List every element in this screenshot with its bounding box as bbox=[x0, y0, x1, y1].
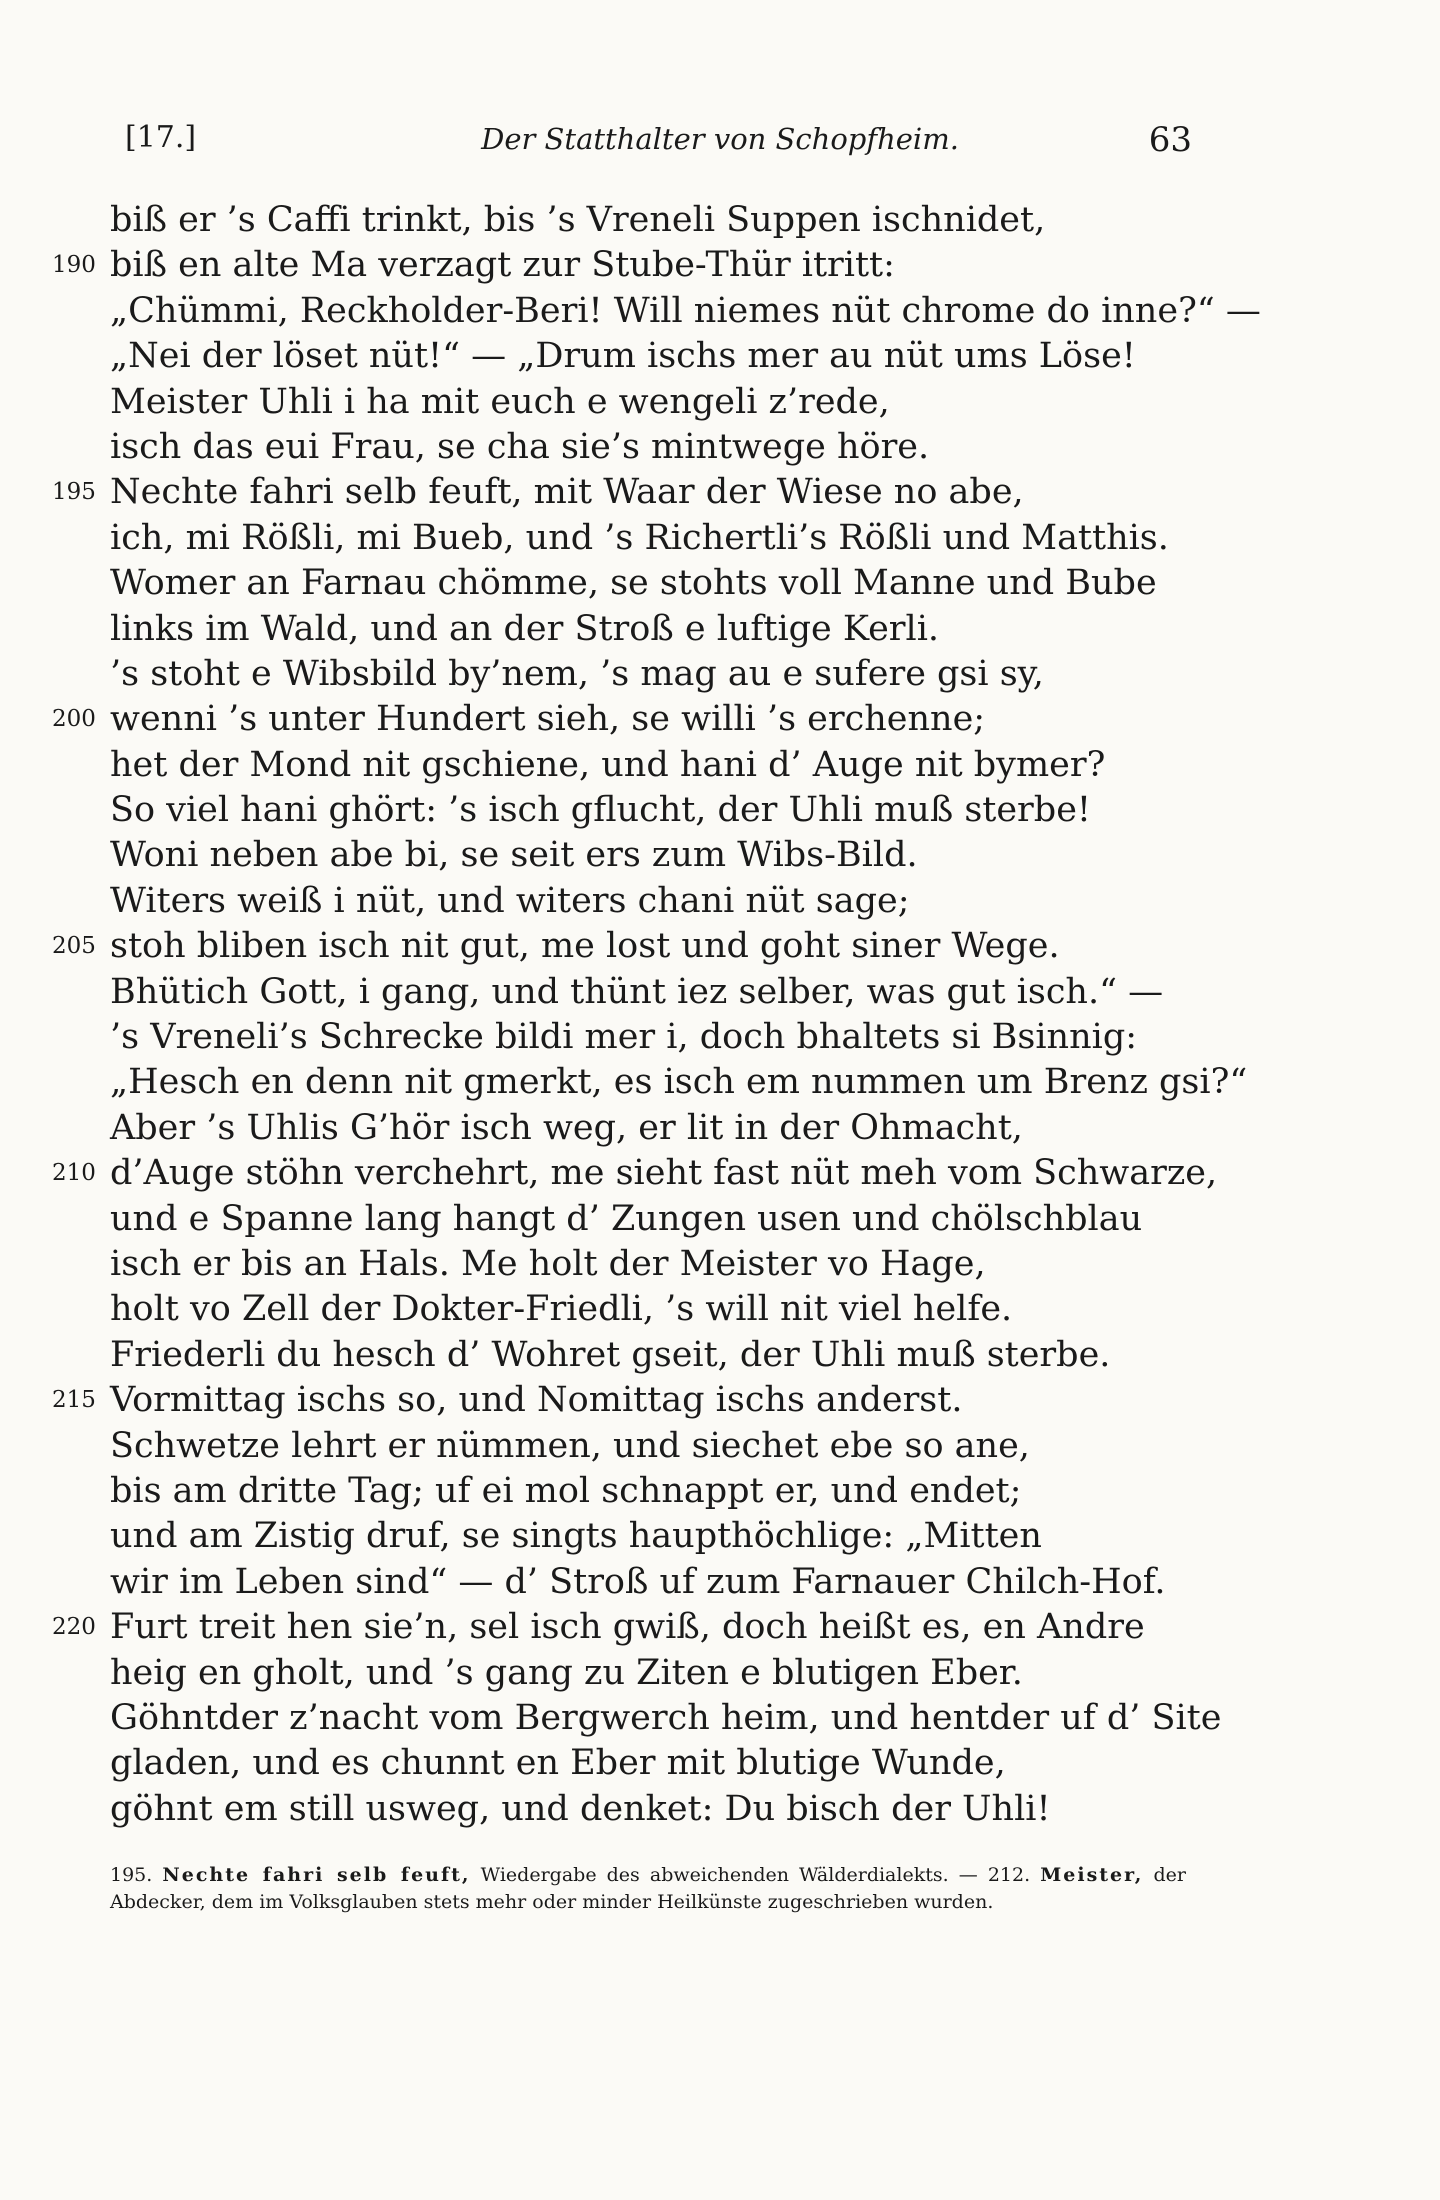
verse-text: biß er ’s Caffi trinkt, bis ’s Vreneli Suppen ischnidet, bbox=[110, 200, 1046, 240]
verse-text: und am Zistig druf, se singts haupthöchlige: „Mitten bbox=[110, 1516, 1042, 1557]
verse-text: Womer an Farnau chömme, se stohts voll Manne und Bube bbox=[110, 563, 1157, 604]
line-number: 215 bbox=[52, 1387, 96, 1414]
verse-text: stoh bliben isch nit gut, me lost und goht siner Wege. bbox=[110, 926, 1060, 967]
verse-text: und e Spanne lang hangt d’ Zungen usen und chölschblau bbox=[110, 1198, 1143, 1239]
verse-line bbox=[0, 1424, 1440, 1469]
verse-line bbox=[0, 1514, 1440, 1559]
verse-text: Woni neben abe bi, se seit ers zum Wibs-Bild. bbox=[110, 835, 918, 876]
verse-line bbox=[0, 1469, 1440, 1514]
verse-text: isch das eui Frau, se cha sie’s mintwege höre. bbox=[110, 426, 930, 467]
line-number: 195 bbox=[52, 479, 96, 506]
verse-text: heig en gholt, und ’s gang zu Ziten e blutigen Eber. bbox=[110, 1652, 1023, 1693]
line-number: 205 bbox=[52, 933, 96, 960]
verse-text: Vormittag ischs so, und Nomittag ischs anderst. bbox=[110, 1380, 963, 1421]
verse-text: d’Auge stöhn verchehrt, me sieht fast nüt meh vom Schwarze, bbox=[110, 1153, 1218, 1194]
verse-line bbox=[0, 1197, 1440, 1242]
verse-line bbox=[0, 1151, 1440, 1196]
verse-line bbox=[0, 607, 1440, 652]
verse-line bbox=[0, 1015, 1440, 1060]
page-number: 63 bbox=[1148, 120, 1192, 160]
footnote-text: der Abdecker, dem im Volksglauben stets mehr oder minder Heilkünste zugeschrieben wurden. bbox=[110, 1864, 1186, 1913]
verse-line bbox=[0, 788, 1440, 833]
footnote-ref: 195. bbox=[110, 1864, 153, 1886]
verse-line bbox=[0, 1696, 1440, 1741]
verse-line bbox=[0, 652, 1440, 697]
verse-text: Friederli du hesch d’ Wohret gseit, der Uhli muß sterbe. bbox=[110, 1334, 1111, 1375]
verse-text: Schwetze lehrt er nümmen, und siechet ebe so ane, bbox=[110, 1425, 1030, 1466]
verse-line bbox=[0, 924, 1440, 969]
verse-line bbox=[0, 289, 1440, 334]
verse-line bbox=[0, 1378, 1440, 1423]
verse-text: Bhütich Gott, i gang, und thünt iez selber, was gut isch.“ — bbox=[110, 971, 1164, 1012]
verse-line bbox=[0, 425, 1440, 470]
verse-text: wenni ’s unter Hundert sieh, se willi ’s erchenne; bbox=[110, 699, 986, 740]
verse-text: ’s Vreneli’s Schrecke bildi mer i, doch bhaltets si Bsinnig: bbox=[110, 1017, 1138, 1058]
verse-line bbox=[0, 516, 1440, 561]
footnotes bbox=[110, 1862, 1186, 1916]
verse-text: Göhntder z’nacht vom Bergwerch heim, und hentder uf d’ Site bbox=[110, 1697, 1222, 1738]
verse-text: holt vo Zell der Dokter-Friedli, ’s will nit viel helfe. bbox=[110, 1289, 1013, 1330]
footnote-lemma: Meister, bbox=[1040, 1864, 1144, 1886]
verse-text: ich, mi Rößli, mi Bueb, und ’s Richertli’s Rößli und Matthis. bbox=[110, 517, 1169, 558]
verse-text: bis am dritte Tag; uf ei mol schnappt er, und endet; bbox=[110, 1470, 1022, 1511]
verse-text: Witers weiß i nüt, und witers chani nüt sage; bbox=[110, 880, 910, 921]
verse-text: Meister Uhli i ha mit euch e wengeli z’rede, bbox=[110, 381, 890, 422]
verse-line bbox=[0, 380, 1440, 425]
verse-line bbox=[0, 1060, 1440, 1105]
verse-line bbox=[0, 198, 1440, 243]
verse-line bbox=[0, 833, 1440, 878]
verse-line bbox=[0, 1242, 1440, 1287]
poem-body bbox=[0, 198, 1440, 1832]
verse-line bbox=[0, 743, 1440, 788]
verse-line bbox=[0, 334, 1440, 379]
verse-text: links im Wald, und an der Stroß e luftige Kerli. bbox=[110, 608, 940, 649]
line-number: 210 bbox=[52, 1160, 96, 1187]
page-header bbox=[0, 120, 1440, 170]
running-title: Der Statthalter von Schopfheim. bbox=[481, 122, 959, 156]
verse-line bbox=[0, 1741, 1440, 1786]
verse-line bbox=[0, 243, 1440, 288]
verse-text: „Nei der löset nüt!“ — „Drum ischs mer au nüt ums Löse! bbox=[110, 336, 1136, 377]
line-number: 200 bbox=[52, 706, 96, 733]
line-number: 190 bbox=[52, 252, 96, 279]
verse-line bbox=[0, 561, 1440, 606]
verse-line bbox=[0, 879, 1440, 924]
verse-text: biß en alte Ma verzagt zur Stube-Thür itritt: bbox=[110, 245, 895, 286]
verse-text: „Chümmi, Reckholder-Beri! Will niemes nüt chrome do inne?“ — bbox=[110, 290, 1261, 331]
footnote-text: Wiedergabe des abweichenden Wälderdialekts. — bbox=[480, 1864, 978, 1886]
verse-line bbox=[0, 1787, 1440, 1832]
verse-text: Furt treit hen sie’n, sel isch gwiß, doch heißt es, en Andre bbox=[110, 1607, 1145, 1648]
verse-text: gladen, und es chunnt en Eber mit blutige Wunde, bbox=[110, 1743, 1006, 1784]
verse-text: ’s stoht e Wibsbild by’nem, ’s mag au e sufere gsi sy, bbox=[110, 653, 1044, 694]
verse-line bbox=[0, 970, 1440, 1015]
verse-text: isch er bis an Hals. Me holt der Meister vo Hage, bbox=[110, 1243, 986, 1284]
verse-text: Aber ’s Uhlis G’hör isch weg, er lit in der Ohmacht, bbox=[110, 1107, 1023, 1148]
footnote-block bbox=[110, 1862, 1186, 1916]
verse-line bbox=[0, 1287, 1440, 1332]
verse-line bbox=[0, 1333, 1440, 1378]
verse-line bbox=[0, 1605, 1440, 1650]
line-number: 220 bbox=[52, 1614, 96, 1641]
verse-text: „Hesch en denn nit gmerkt, es isch em nummen um Brenz gsi?“ bbox=[110, 1062, 1248, 1103]
verse-text: So viel hani ghört: ’s isch gflucht, der Uhli muß sterbe! bbox=[110, 790, 1091, 831]
verse-text: Nechte fahri selb feuft, mit Waar der Wiese no abe, bbox=[110, 472, 1024, 513]
verse-text: göhnt em still usweg, und denket: Du bisch der Uhli! bbox=[110, 1788, 1051, 1829]
signature-mark: [17.] bbox=[125, 120, 197, 155]
footnote-ref: 212. bbox=[987, 1864, 1031, 1886]
verse-line bbox=[0, 1651, 1440, 1696]
verse-line bbox=[0, 1560, 1440, 1605]
verse-line bbox=[0, 697, 1440, 742]
verse-text: het der Mond nit gschiene, und hani d’ Auge nit bymer? bbox=[110, 744, 1106, 785]
verse-line bbox=[0, 470, 1440, 515]
footnote-lemma: Nechte fahri selb feuft, bbox=[162, 1864, 471, 1886]
verse-line bbox=[0, 1106, 1440, 1151]
verse-text: wir im Leben sind“ — d’ Stroß uf zum Farnauer Chilch-Hof. bbox=[110, 1561, 1166, 1602]
